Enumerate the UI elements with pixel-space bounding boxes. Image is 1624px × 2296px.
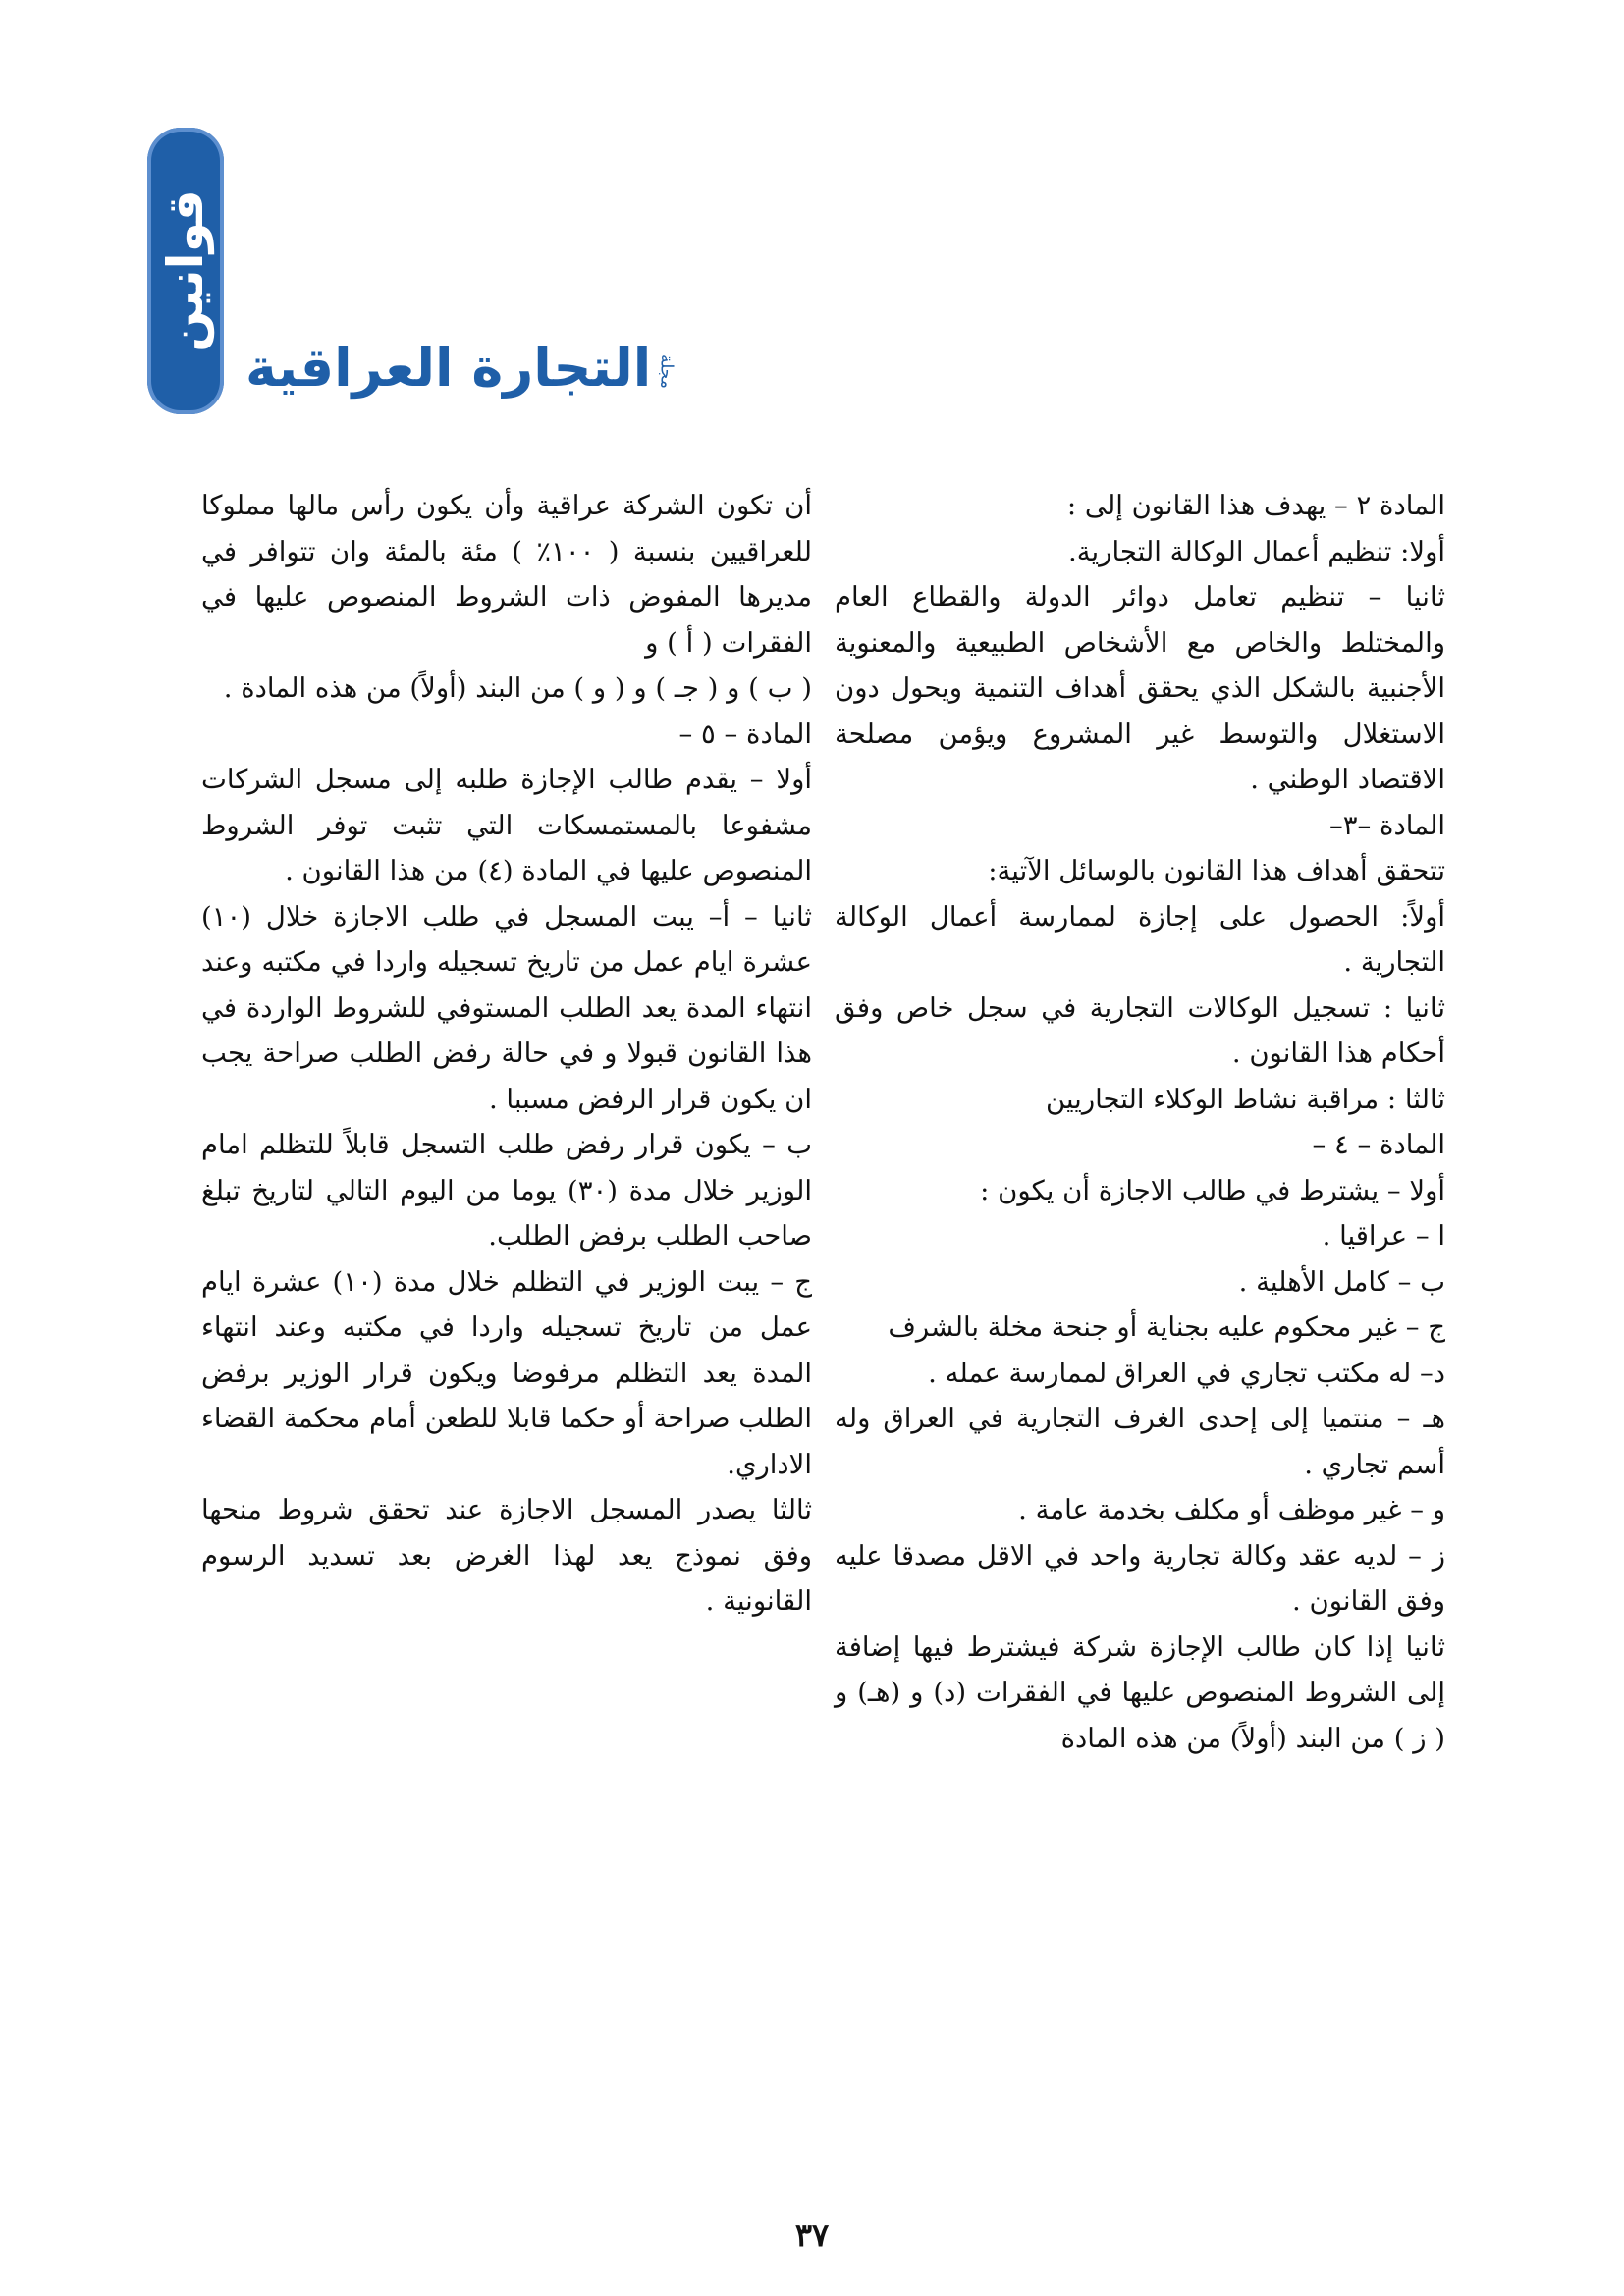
right-column xyxy=(835,483,1445,1761)
paragraph: ثالثا : مراقبة نشاط الوكلاء التجاريين xyxy=(1045,1083,1445,1115)
paragraph: ج – غير محكوم عليه بجناية أو جنحة مخلة بالشرف xyxy=(888,1311,1445,1343)
logo-prefix: مجلة xyxy=(656,354,677,389)
paragraph: ب – كامل الأهلية . xyxy=(1238,1265,1445,1298)
paragraph: ثانيا : تسجيل الوكالات التجارية في سجل خاص وفق أحكام هذا القانون . xyxy=(835,991,1445,1069)
paragraph: ب – يكون قرار رفض طلب التسجل قابلاً للتظلم امام الوزير خلال مدة (٣٠) يوما من اليوم التالي لتاريخ تبلغ صاحب الطلب برفض الطلب. xyxy=(201,1129,812,1252)
paragraph: أولا: تنظيم أعمال الوكالة التجارية. xyxy=(1068,535,1445,567)
paragraph: المادة –٣– xyxy=(1329,809,1445,841)
paragraph: ز – لديه عقد وكالة تجارية واحد في الاقل مصدقا عليه وفق القانون . xyxy=(835,1539,1445,1617)
paragraph: ثانيا – أ– يبت المسجل في طلب الاجازة خلال (١٠) عشرة ايام عمل من تاريخ تسجيله واردا في مكتبه وعند انتهاء المدة يعد الطلب المستوفي للشروط الواردة في هذا القانون قبولا و في حالة رفض الطلب صراحة يجب ان يكون قرار الرفض مسببا . xyxy=(201,900,812,1115)
paragraph: أولاً: الحصول على إجازة لممارسة أعمال الوكالة التجارية . xyxy=(835,900,1445,978)
paragraph: أولا – يقدم طالب الإجازة طلبه إلى مسجل الشركات مشفوعا بالمستمسكات التي تثبت توفر الشروط المنصوص عليها في المادة (٤) من هذا القانون . xyxy=(201,764,812,886)
paragraph: ثانيا إذا كان طالب الإجازة شركة فيشترط فيها إضافة إلى الشروط المنصوص عليها في الفقرات (د) و (هـ) و ( ز ) من البند (أولاً) من هذه المادة xyxy=(835,1630,1445,1754)
paragraph: تتحقق أهداف هذا القانون بالوسائل الآتية: xyxy=(988,855,1445,886)
paragraph: د– له مكتب تجاري في العراق لممارسة عمله . xyxy=(928,1357,1445,1389)
page-number: ٣٧ xyxy=(794,2216,830,2254)
paragraph: أولا – يشترط في طالب الاجازة أن يكون : xyxy=(980,1174,1445,1206)
paragraph: ج – يبت الوزير في التظلم خلال مدة (١٠) عشرة ايام عمل من تاريخ تسجيله واردا في مكتبه وعند انتهاء المدة يعد التظلم مرفوضا ويكون قرار الوزير برفض الطلب صراحة أو حكما قابلا للطعن أمام محكمة القضاء الاداري. xyxy=(201,1265,813,1480)
paragraph: ا – عراقيا . xyxy=(1322,1220,1445,1252)
paragraph: هـ – منتميا إلى إحدى الغرف التجارية في العراق وله أسم تجاري . xyxy=(835,1403,1445,1480)
paragraph: ثالثا يصدر المسجل الاجازة عند تحقق شروط منحها وفق نموذج يعد لهذا الغرض بعد تسديد الرسوم القانونية . xyxy=(201,1494,812,1617)
paragraph: ثانيا – تنظيم تعامل دوائر الدولة والقطاع العام والمختلط والخاص مع الأشخاص الطبيعية والمعنوية الأجنبية بالشكل الذي يحقق أهداف التنمية ويحول دون الاستغلال والتوسط غير المشروع ويؤمن مصلحة الاقتصاد الوطني . xyxy=(835,581,1445,795)
section-tab-label: قوانين xyxy=(157,189,214,352)
left-column xyxy=(201,483,812,1625)
paragraph: المادة ٢ – يهدف هذا القانون إلى : xyxy=(1066,490,1445,521)
paragraph: أن تكون الشركة عراقية وأن يكون رأس مالها مملوكا للعراقيين بنسبة ( ١٠٠٪ ) مئة بالمئة وان تتوافر في مديرها المفوض ذات الشروط المنصوص عليها في الفقرات ( أ ) و xyxy=(201,490,812,659)
paragraph: المادة – ٤ – xyxy=(1312,1129,1445,1160)
paragraph: المادة – ٥ – xyxy=(678,718,812,750)
paragraph: و – غير موظف أو مكلف بخدمة عامة . xyxy=(1018,1494,1445,1525)
paragraph: ( ب ) و ( جـ ) و ( و ) من البند (أولاً) من هذه المادة . xyxy=(223,672,812,704)
magazine-logo xyxy=(245,337,677,399)
section-tab xyxy=(147,128,224,414)
logo-title: التجارة العراقية xyxy=(245,337,652,399)
